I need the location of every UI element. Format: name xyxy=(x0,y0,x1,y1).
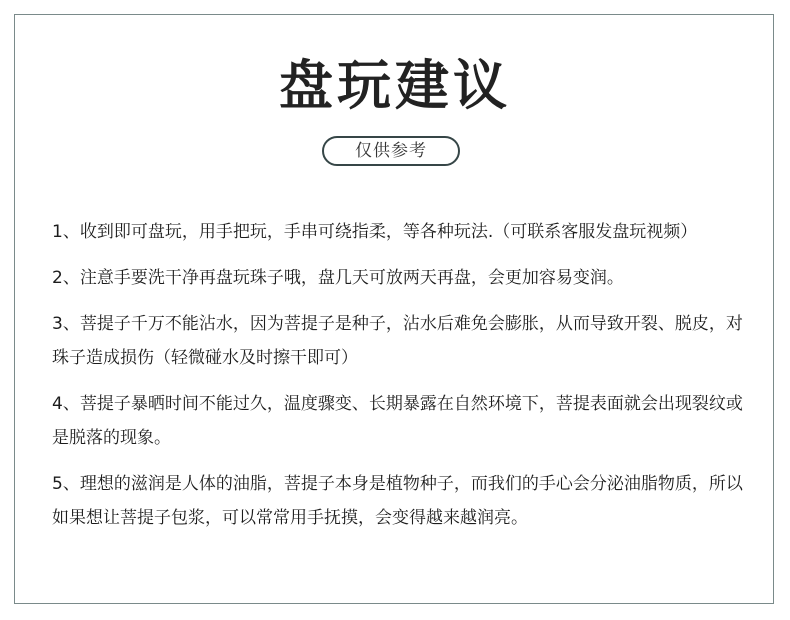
suggestion-item-3: 3、菩提子千万不能沾水，因为菩提子是种子，沾水后难免会膨胀，从而导致开裂、脱皮，对珠子造成损伤（轻微碰水及时擦干即可） xyxy=(52,314,743,368)
suggestion-list xyxy=(52,215,752,547)
subtitle-badge: 仅供参考 xyxy=(322,136,460,166)
suggestion-item-2: 2、注意手要洗干净再盘玩珠子哦，盘几天可放两天再盘，会更加容易变润。 xyxy=(52,268,624,288)
suggestion-item-5: 5、理想的滋润是人体的油脂，菩提子本身是植物种子，而我们的手心会分泌油脂物质，所以如果想让菩提子包浆，可以常常用手抚摸，会变得越来越润亮。 xyxy=(52,474,743,528)
suggestion-item-4: 4、菩提子暴晒时间不能过久，温度骤变、长期暴露在自然环境下，菩提表面就会出现裂纹或是脱落的现象。 xyxy=(52,394,743,448)
page-title: 盘玩建议 xyxy=(279,53,511,117)
suggestion-item-1: 1、收到即可盘玩，用手把玩，手串可绕指柔，等各种玩法.（可联系客服发盘玩视频） xyxy=(52,222,698,242)
